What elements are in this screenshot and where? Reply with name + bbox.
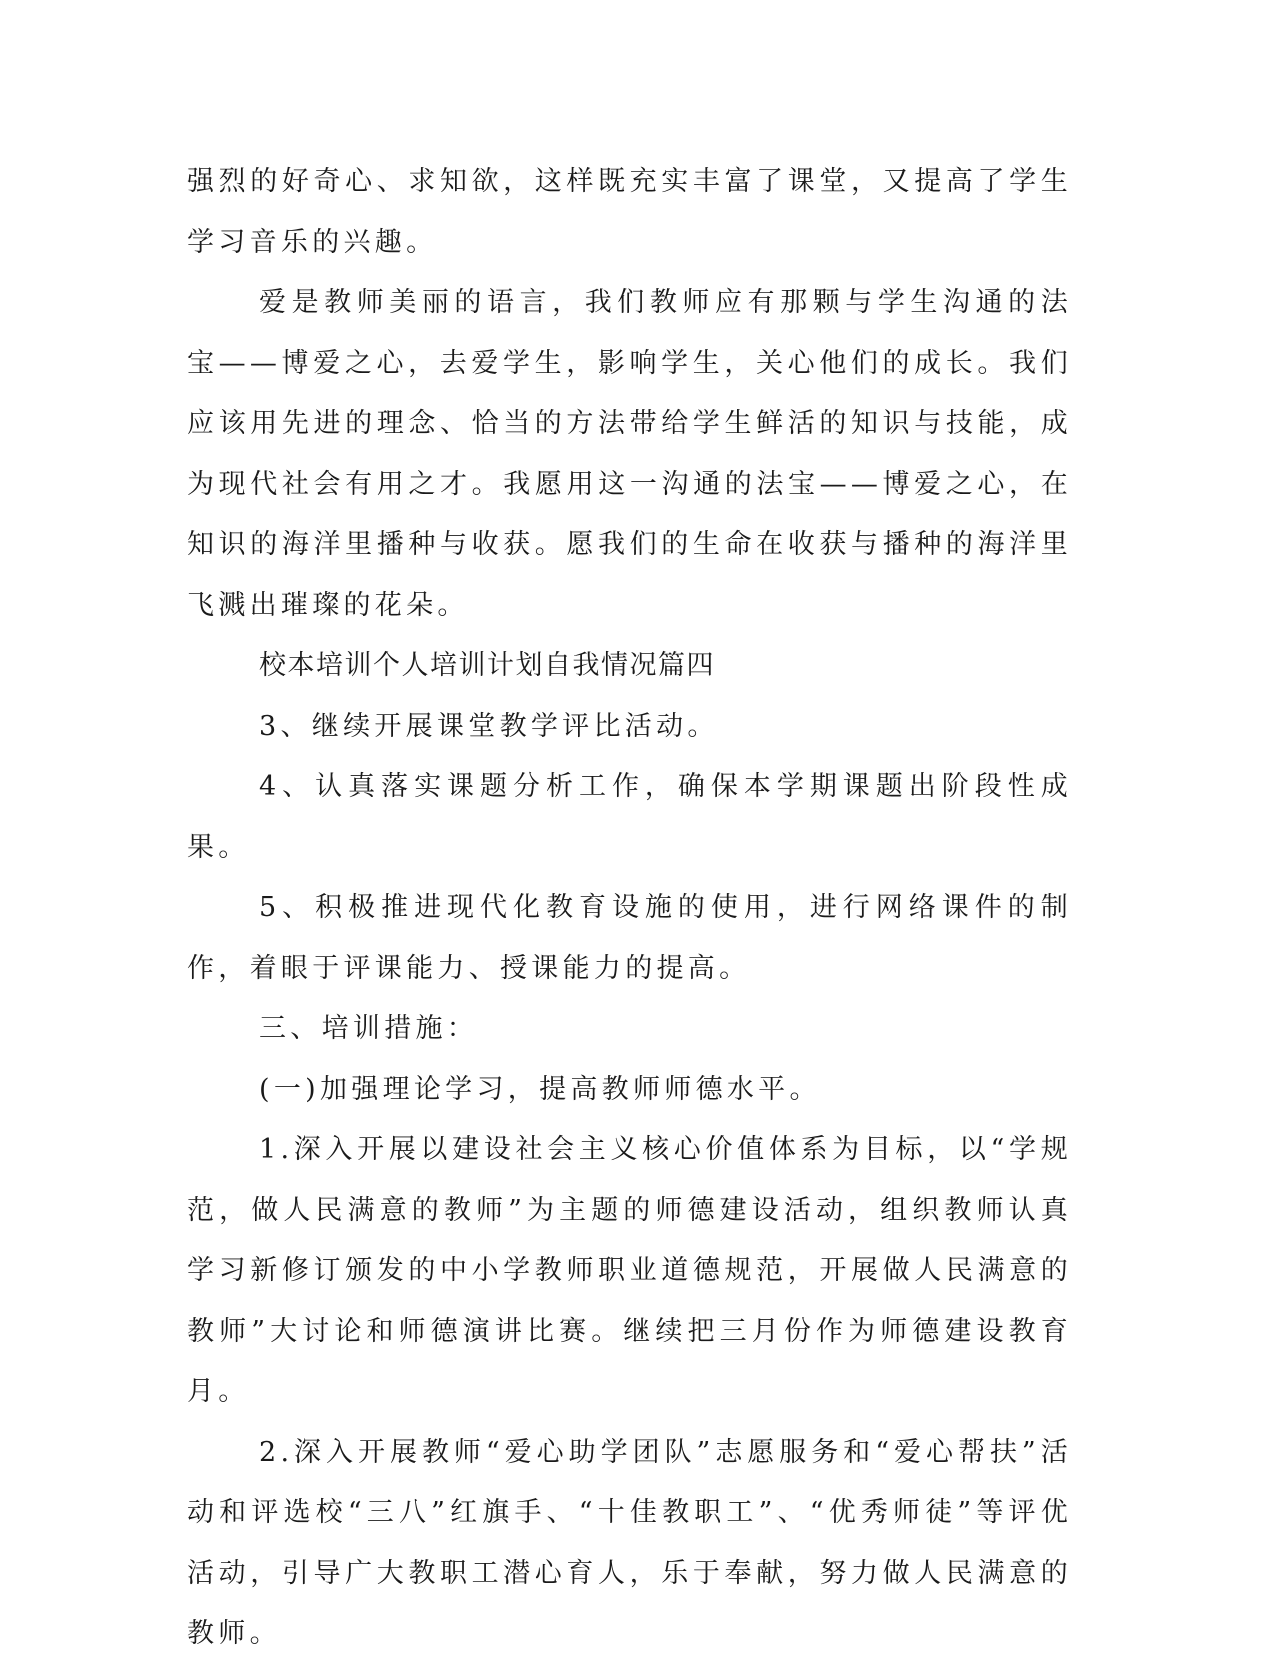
subsection-title: (一)加强理论学习，提高教师师德水平。 xyxy=(259,1073,821,1105)
paragraph-item-3: 3、继续开展课堂教学评比活动。 xyxy=(259,710,719,742)
paragraph-1: 强烈的好奇心、求知欲，这样既充实丰富了课堂，又提高了学生学习音乐的兴趣。 xyxy=(187,166,1072,258)
paragraph-measure-1: 1.深入开展以建设社会主义核心价值体系为目标，以“学规范，做人民满意的教师”为主题的师德建设活动，组织教师认真学习新修订颁发的中小学教师职业道德规范，开展做人民满意的教师”大讨论和师德演讲比赛。继续把三月份作为师德建设教育月。 xyxy=(187,1134,1072,1407)
subsection-heading: 三、培训措施： xyxy=(259,1013,479,1044)
paragraph-measure-2: 2.深入开展教师“爱心助学团队”志愿服务和“爱心帮扶”活动和评选校“三八”红旗手、“十佳教职工”、“优秀师徒”等评优活动，引导广大教职工潜心育人，乐于奉献，努力做人民满意的教师。 xyxy=(187,1436,1072,1649)
paragraph-item-4: 4、认真落实课题分析工作，确保本学期课题出阶段性成果。 xyxy=(187,771,1072,863)
section-heading: 校本培训个人培训计划自我情况篇四 xyxy=(259,650,715,681)
paragraph-item-5: 5、积极推进现代化教育设施的使用，进行网络课件的制作，着眼于评课能力、授课能力的提高。 xyxy=(187,892,1072,984)
paragraph-2: 爱是教师美丽的语言，我们教师应有那颗与学生沟通的法宝——博爱之心，去爱学生，影响学生，关心他们的成长。我们应该用先进的理念、恰当的方法带给学生鲜活的知识与技能，成为现代社会有用之才。我愿用这一沟通的法宝——博爱之心，在知识的海洋里播种与收获。愿我们的生命在收获与播种的海洋里飞溅出璀璨的花朵。 xyxy=(187,287,1072,621)
document-page xyxy=(187,152,1072,1665)
